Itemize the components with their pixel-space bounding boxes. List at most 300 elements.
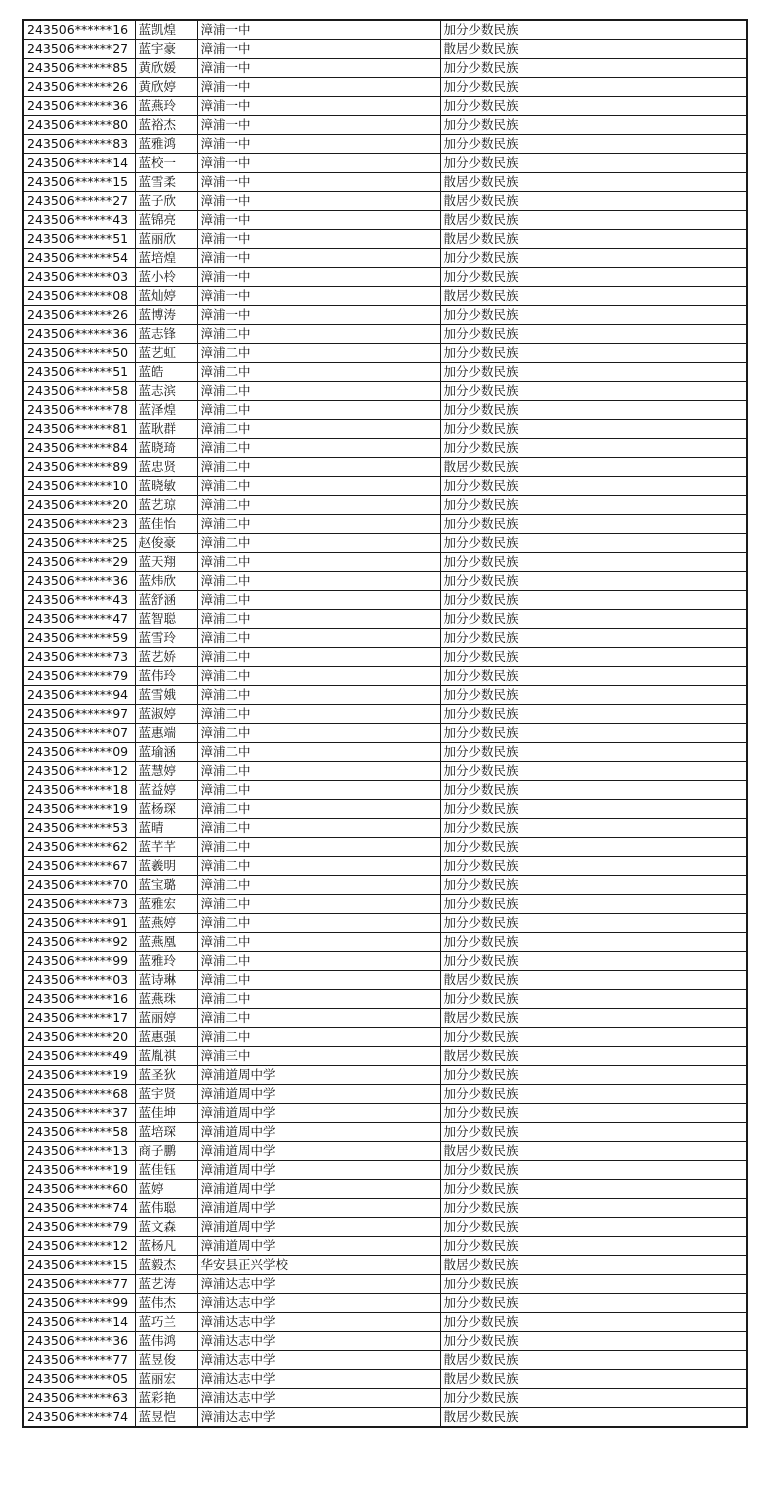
school-cell: 漳浦二中 [197, 914, 440, 933]
exam-id-cell: 243506******29 [23, 553, 135, 572]
student-name-cell: 蓝彩艳 [135, 1389, 197, 1408]
exam-id-cell: 243506******36 [23, 325, 135, 344]
school-cell: 漳浦一中 [197, 230, 440, 249]
student-name-cell: 蓝晓敏 [135, 477, 197, 496]
category-cell: 加分少数民族 [440, 439, 747, 458]
exam-id-cell: 243506******12 [23, 762, 135, 781]
category-cell: 加分少数民族 [440, 819, 747, 838]
student-name-cell: 蓝艺娇 [135, 648, 197, 667]
exam-id-cell: 243506******36 [23, 572, 135, 591]
school-cell: 漳浦二中 [197, 667, 440, 686]
table-row [23, 1047, 747, 1066]
table-row [23, 325, 747, 344]
student-name-cell: 蓝雪柔 [135, 173, 197, 192]
school-cell: 漳浦二中 [197, 458, 440, 477]
table-body [23, 20, 747, 1427]
exam-id-cell: 243506******27 [23, 40, 135, 59]
exam-id-cell: 243506******60 [23, 1180, 135, 1199]
school-cell: 漳浦二中 [197, 876, 440, 895]
student-name-cell: 黄欣婷 [135, 78, 197, 97]
school-cell: 漳浦二中 [197, 800, 440, 819]
table-row [23, 211, 747, 230]
exam-id-cell: 243506******70 [23, 876, 135, 895]
student-name-cell: 蓝昱俊 [135, 1351, 197, 1370]
table-row [23, 287, 747, 306]
school-cell: 漳浦二中 [197, 477, 440, 496]
student-name-cell: 蓝雅玲 [135, 952, 197, 971]
school-cell: 漳浦二中 [197, 724, 440, 743]
student-name-cell: 蓝炜欣 [135, 572, 197, 591]
school-cell: 漳浦一中 [197, 116, 440, 135]
category-cell: 加分少数民族 [440, 572, 747, 591]
exam-id-cell: 243506******15 [23, 173, 135, 192]
student-name-cell: 蓝校一 [135, 154, 197, 173]
category-cell: 加分少数民族 [440, 382, 747, 401]
exam-id-cell: 243506******27 [23, 192, 135, 211]
category-cell: 加分少数民族 [440, 534, 747, 553]
category-cell: 加分少数民族 [440, 154, 747, 173]
school-cell: 漳浦一中 [197, 211, 440, 230]
exam-id-cell: 243506******25 [23, 534, 135, 553]
category-cell: 加分少数民族 [440, 648, 747, 667]
exam-id-cell: 243506******43 [23, 211, 135, 230]
student-name-cell: 蓝佳钰 [135, 1161, 197, 1180]
exam-id-cell: 243506******59 [23, 629, 135, 648]
student-name-cell: 蓝芊芊 [135, 838, 197, 857]
school-cell: 漳浦二中 [197, 990, 440, 1009]
student-name-cell: 蓝博涛 [135, 306, 197, 325]
category-cell: 加分少数民族 [440, 990, 747, 1009]
table-row [23, 838, 747, 857]
school-cell: 漳浦达志中学 [197, 1408, 440, 1428]
exam-id-cell: 243506******19 [23, 800, 135, 819]
student-name-cell: 蓝燕凰 [135, 933, 197, 952]
table-row [23, 781, 747, 800]
student-name-cell: 蓝伟鸿 [135, 1332, 197, 1351]
exam-id-cell: 243506******67 [23, 857, 135, 876]
school-cell: 漳浦二中 [197, 838, 440, 857]
exam-id-cell: 243506******53 [23, 819, 135, 838]
table-row [23, 534, 747, 553]
student-name-cell: 蓝燕玲 [135, 97, 197, 116]
school-cell: 漳浦二中 [197, 496, 440, 515]
table-row [23, 1085, 747, 1104]
category-cell: 散居少数民族 [440, 1351, 747, 1370]
table-row [23, 116, 747, 135]
table-row [23, 1275, 747, 1294]
exam-id-cell: 243506******03 [23, 268, 135, 287]
table-row [23, 1218, 747, 1237]
student-name-cell: 蓝燕婷 [135, 914, 197, 933]
category-cell: 散居少数民族 [440, 173, 747, 192]
school-cell: 漳浦三中 [197, 1047, 440, 1066]
table-row [23, 439, 747, 458]
school-cell: 漳浦二中 [197, 686, 440, 705]
category-cell: 加分少数民族 [440, 591, 747, 610]
category-cell: 散居少数民族 [440, 458, 747, 477]
exam-id-cell: 243506******37 [23, 1104, 135, 1123]
exam-id-cell: 243506******80 [23, 116, 135, 135]
exam-id-cell: 243506******62 [23, 838, 135, 857]
student-name-cell: 蓝丽欣 [135, 230, 197, 249]
school-cell: 漳浦达志中学 [197, 1294, 440, 1313]
exam-id-cell: 243506******81 [23, 420, 135, 439]
exam-id-cell: 243506******20 [23, 1028, 135, 1047]
exam-id-cell: 243506******09 [23, 743, 135, 762]
student-name-cell: 蓝志滨 [135, 382, 197, 401]
exam-id-cell: 243506******20 [23, 496, 135, 515]
category-cell: 加分少数民族 [440, 629, 747, 648]
table-row [23, 857, 747, 876]
category-cell: 加分少数民族 [440, 249, 747, 268]
table-row [23, 1351, 747, 1370]
school-cell: 华安县正兴学校 [197, 1256, 440, 1275]
school-cell: 漳浦道周中学 [197, 1161, 440, 1180]
category-cell: 加分少数民族 [440, 800, 747, 819]
category-cell: 散居少数民族 [440, 1256, 747, 1275]
table-row [23, 1180, 747, 1199]
school-cell: 漳浦一中 [197, 20, 440, 40]
exam-id-cell: 243506******89 [23, 458, 135, 477]
school-cell: 漳浦二中 [197, 382, 440, 401]
student-name-cell: 蓝圣狄 [135, 1066, 197, 1085]
school-cell: 漳浦二中 [197, 705, 440, 724]
table-row [23, 496, 747, 515]
table-row [23, 1408, 747, 1428]
school-cell: 漳浦二中 [197, 819, 440, 838]
table-row [23, 1332, 747, 1351]
table-row [23, 1256, 747, 1275]
table-row [23, 667, 747, 686]
exam-id-cell: 243506******18 [23, 781, 135, 800]
category-cell: 散居少数民族 [440, 1408, 747, 1428]
table-row [23, 553, 747, 572]
table-row [23, 401, 747, 420]
exam-id-cell: 243506******54 [23, 249, 135, 268]
table-row [23, 420, 747, 439]
student-name-cell: 蓝子欣 [135, 192, 197, 211]
table-row [23, 1389, 747, 1408]
school-cell: 漳浦二中 [197, 344, 440, 363]
school-cell: 漳浦二中 [197, 895, 440, 914]
table-row [23, 1161, 747, 1180]
school-cell: 漳浦一中 [197, 78, 440, 97]
category-cell: 加分少数民族 [440, 363, 747, 382]
student-name-cell: 蓝瑜涵 [135, 743, 197, 762]
student-name-cell: 蓝皓 [135, 363, 197, 382]
school-cell: 漳浦一中 [197, 306, 440, 325]
school-cell: 漳浦达志中学 [197, 1332, 440, 1351]
category-cell: 加分少数民族 [440, 1275, 747, 1294]
student-name-cell: 蓝裕杰 [135, 116, 197, 135]
table-row [23, 1104, 747, 1123]
category-cell: 加分少数民族 [440, 686, 747, 705]
table-row [23, 1009, 747, 1028]
exam-id-cell: 243506******47 [23, 610, 135, 629]
student-table [22, 19, 748, 1428]
student-name-cell: 蓝凯煌 [135, 20, 197, 40]
student-name-cell: 蓝雪娥 [135, 686, 197, 705]
school-cell: 漳浦二中 [197, 572, 440, 591]
category-cell: 加分少数民族 [440, 781, 747, 800]
table-row [23, 971, 747, 990]
school-cell: 漳浦二中 [197, 1028, 440, 1047]
exam-id-cell: 243506******10 [23, 477, 135, 496]
category-cell: 加分少数民族 [440, 857, 747, 876]
table-row [23, 59, 747, 78]
student-name-cell: 蓝培煌 [135, 249, 197, 268]
student-name-cell: 黄欣媛 [135, 59, 197, 78]
student-name-cell: 赵俊豪 [135, 534, 197, 553]
school-cell: 漳浦二中 [197, 553, 440, 572]
school-cell: 漳浦二中 [197, 515, 440, 534]
exam-id-cell: 243506******92 [23, 933, 135, 952]
school-cell: 漳浦道周中学 [197, 1237, 440, 1256]
category-cell: 加分少数民族 [440, 97, 747, 116]
table-row [23, 1370, 747, 1389]
student-name-cell: 商子鹏 [135, 1142, 197, 1161]
school-cell: 漳浦二中 [197, 762, 440, 781]
school-cell: 漳浦道周中学 [197, 1123, 440, 1142]
school-cell: 漳浦道周中学 [197, 1199, 440, 1218]
table-row [23, 173, 747, 192]
category-cell: 加分少数民族 [440, 477, 747, 496]
school-cell: 漳浦二中 [197, 610, 440, 629]
exam-id-cell: 243506******51 [23, 363, 135, 382]
student-name-cell: 蓝巧兰 [135, 1313, 197, 1332]
category-cell: 加分少数民族 [440, 1389, 747, 1408]
exam-id-cell: 243506******15 [23, 1256, 135, 1275]
exam-id-cell: 243506******68 [23, 1085, 135, 1104]
category-cell: 散居少数民族 [440, 1370, 747, 1389]
exam-id-cell: 243506******12 [23, 1237, 135, 1256]
exam-id-cell: 243506******23 [23, 515, 135, 534]
student-name-cell: 蓝益婷 [135, 781, 197, 800]
school-cell: 漳浦道周中学 [197, 1085, 440, 1104]
category-cell: 加分少数民族 [440, 496, 747, 515]
table-row [23, 572, 747, 591]
student-name-cell: 蓝灿婷 [135, 287, 197, 306]
student-name-cell: 蓝耿群 [135, 420, 197, 439]
student-name-cell: 蓝惠端 [135, 724, 197, 743]
table-row [23, 686, 747, 705]
table-row [23, 895, 747, 914]
table-row [23, 363, 747, 382]
table-row [23, 20, 747, 40]
table-row [23, 819, 747, 838]
exam-id-cell: 243506******99 [23, 1294, 135, 1313]
table-row [23, 1313, 747, 1332]
exam-id-cell: 243506******73 [23, 895, 135, 914]
category-cell: 加分少数民族 [440, 1123, 747, 1142]
category-cell: 散居少数民族 [440, 40, 747, 59]
exam-id-cell: 243506******77 [23, 1351, 135, 1370]
table-row [23, 135, 747, 154]
school-cell: 漳浦二中 [197, 933, 440, 952]
exam-id-cell: 243506******91 [23, 914, 135, 933]
exam-id-cell: 243506******51 [23, 230, 135, 249]
school-cell: 漳浦达志中学 [197, 1370, 440, 1389]
student-name-cell: 蓝小柃 [135, 268, 197, 287]
exam-id-cell: 243506******77 [23, 1275, 135, 1294]
category-cell: 散居少数民族 [440, 1009, 747, 1028]
school-cell: 漳浦达志中学 [197, 1275, 440, 1294]
table-row [23, 154, 747, 173]
exam-id-cell: 243506******17 [23, 1009, 135, 1028]
school-cell: 漳浦一中 [197, 249, 440, 268]
table-row [23, 933, 747, 952]
table-row [23, 230, 747, 249]
student-name-cell: 蓝天翔 [135, 553, 197, 572]
school-cell: 漳浦二中 [197, 952, 440, 971]
table-row [23, 78, 747, 97]
category-cell: 加分少数民族 [440, 1313, 747, 1332]
student-name-cell: 蓝慧婷 [135, 762, 197, 781]
table-row [23, 648, 747, 667]
exam-id-cell: 243506******16 [23, 990, 135, 1009]
table-row [23, 344, 747, 363]
student-name-cell: 蓝培琛 [135, 1123, 197, 1142]
student-name-cell: 蓝丽婷 [135, 1009, 197, 1028]
table-row [23, 1237, 747, 1256]
exam-id-cell: 243506******83 [23, 135, 135, 154]
school-cell: 漳浦二中 [197, 781, 440, 800]
table-row [23, 192, 747, 211]
school-cell: 漳浦一中 [197, 268, 440, 287]
school-cell: 漳浦道周中学 [197, 1218, 440, 1237]
category-cell: 散居少数民族 [440, 971, 747, 990]
exam-id-cell: 243506******08 [23, 287, 135, 306]
student-name-cell: 蓝雪玲 [135, 629, 197, 648]
exam-id-cell: 243506******43 [23, 591, 135, 610]
exam-id-cell: 243506******05 [23, 1370, 135, 1389]
category-cell: 散居少数民族 [440, 287, 747, 306]
exam-id-cell: 243506******19 [23, 1161, 135, 1180]
school-cell: 漳浦道周中学 [197, 1104, 440, 1123]
student-name-cell: 蓝艺琼 [135, 496, 197, 515]
exam-id-cell: 243506******36 [23, 97, 135, 116]
exam-id-cell: 243506******99 [23, 952, 135, 971]
exam-id-cell: 243506******03 [23, 971, 135, 990]
student-name-cell: 蓝艺涛 [135, 1275, 197, 1294]
school-cell: 漳浦一中 [197, 287, 440, 306]
category-cell: 加分少数民族 [440, 705, 747, 724]
category-cell: 加分少数民族 [440, 667, 747, 686]
category-cell: 加分少数民族 [440, 59, 747, 78]
exam-id-cell: 243506******78 [23, 401, 135, 420]
student-name-cell: 蓝雅宏 [135, 895, 197, 914]
student-name-cell: 蓝毅杰 [135, 1256, 197, 1275]
exam-id-cell: 243506******85 [23, 59, 135, 78]
student-name-cell: 蓝燕珠 [135, 990, 197, 1009]
table-row [23, 876, 747, 895]
school-cell: 漳浦一中 [197, 59, 440, 78]
student-name-cell: 蓝丽宏 [135, 1370, 197, 1389]
school-cell: 漳浦二中 [197, 1009, 440, 1028]
category-cell: 加分少数民族 [440, 762, 747, 781]
category-cell: 加分少数民族 [440, 1028, 747, 1047]
school-cell: 漳浦二中 [197, 325, 440, 344]
exam-id-cell: 243506******07 [23, 724, 135, 743]
exam-id-cell: 243506******26 [23, 78, 135, 97]
table-row [23, 743, 747, 762]
exam-id-cell: 243506******36 [23, 1332, 135, 1351]
student-name-cell: 蓝艺虹 [135, 344, 197, 363]
table-row [23, 458, 747, 477]
category-cell: 加分少数民族 [440, 743, 747, 762]
student-name-cell: 蓝舒涵 [135, 591, 197, 610]
school-cell: 漳浦道周中学 [197, 1142, 440, 1161]
category-cell: 加分少数民族 [440, 1180, 747, 1199]
category-cell: 加分少数民族 [440, 401, 747, 420]
student-name-cell: 蓝锦亮 [135, 211, 197, 230]
category-cell: 加分少数民族 [440, 914, 747, 933]
table-row [23, 1294, 747, 1313]
category-cell: 加分少数民族 [440, 344, 747, 363]
category-cell: 散居少数民族 [440, 192, 747, 211]
category-cell: 加分少数民族 [440, 268, 747, 287]
school-cell: 漳浦道周中学 [197, 1066, 440, 1085]
category-cell: 加分少数民族 [440, 838, 747, 857]
table-row [23, 591, 747, 610]
exam-id-cell: 243506******94 [23, 686, 135, 705]
student-name-cell: 蓝诗琳 [135, 971, 197, 990]
school-cell: 漳浦一中 [197, 135, 440, 154]
student-name-cell: 蓝杨琛 [135, 800, 197, 819]
student-name-cell: 蓝淑婷 [135, 705, 197, 724]
exam-id-cell: 243506******50 [23, 344, 135, 363]
table-row [23, 629, 747, 648]
student-name-cell: 蓝婷 [135, 1180, 197, 1199]
category-cell: 加分少数民族 [440, 1104, 747, 1123]
student-name-cell: 蓝伟聪 [135, 1199, 197, 1218]
school-cell: 漳浦二中 [197, 591, 440, 610]
exam-id-cell: 243506******26 [23, 306, 135, 325]
table-row [23, 1142, 747, 1161]
category-cell: 加分少数民族 [440, 1294, 747, 1313]
table-row [23, 800, 747, 819]
student-name-cell: 蓝泽煌 [135, 401, 197, 420]
exam-id-cell: 243506******58 [23, 1123, 135, 1142]
exam-id-cell: 243506******63 [23, 1389, 135, 1408]
exam-id-cell: 243506******14 [23, 1313, 135, 1332]
student-name-cell: 蓝晓琦 [135, 439, 197, 458]
exam-id-cell: 243506******97 [23, 705, 135, 724]
student-name-cell: 蓝惠强 [135, 1028, 197, 1047]
category-cell: 加分少数民族 [440, 515, 747, 534]
student-name-cell: 蓝宇贤 [135, 1085, 197, 1104]
category-cell: 加分少数民族 [440, 20, 747, 40]
student-name-cell: 蓝杨凡 [135, 1237, 197, 1256]
category-cell: 加分少数民族 [440, 553, 747, 572]
table-row [23, 952, 747, 971]
category-cell: 加分少数民族 [440, 876, 747, 895]
table-row [23, 268, 747, 287]
table-row [23, 1199, 747, 1218]
student-name-cell: 蓝昱恺 [135, 1408, 197, 1428]
category-cell: 加分少数民族 [440, 1085, 747, 1104]
category-cell: 加分少数民族 [440, 1161, 747, 1180]
category-cell: 加分少数民族 [440, 420, 747, 439]
exam-id-cell: 243506******74 [23, 1199, 135, 1218]
table-row [23, 477, 747, 496]
school-cell: 漳浦一中 [197, 154, 440, 173]
category-cell: 加分少数民族 [440, 78, 747, 97]
category-cell: 散居少数民族 [440, 230, 747, 249]
category-cell: 加分少数民族 [440, 116, 747, 135]
table-row [23, 1123, 747, 1142]
exam-id-cell: 243506******79 [23, 667, 135, 686]
